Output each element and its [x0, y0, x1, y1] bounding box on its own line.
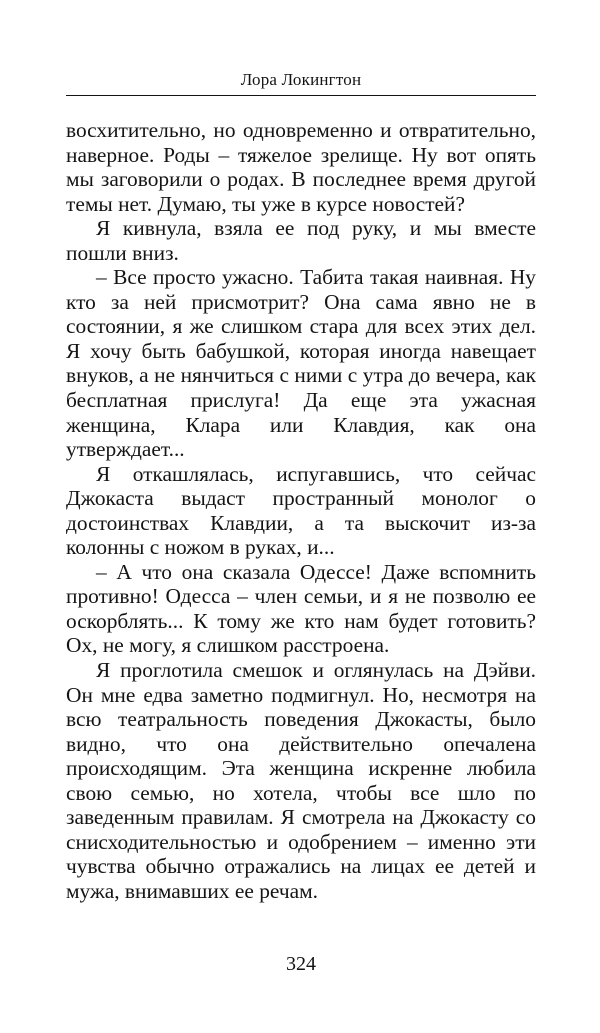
page-number: 324 [286, 953, 316, 975]
paragraph-5: – А что она сказала Одессе! Даже вспомнить противно! Одесса – член семьи, и я не позволю ее оскорблять... К тому же кто нам будет готовить? Ох, не могу, я слишком расстроена. [66, 559, 536, 658]
paragraph-6: Я проглотила смешок и оглянулась на Дэйви. Он мне едва заметно подмигнул. Но, несмотря на всю театральность поведения Джокасты, было видно, что она действительно опечалена происходящим. Эта женщина искренне любила свою семью, но хотела, чтобы все шло по заведенным правилам. Я смотрела на Джокасту со снисходительностью и одобрением – именно эти чувства обычно отражались на лицах ее детей и мужа, внимавших ее речам. [66, 658, 536, 903]
running-header: Лора Локингтон [240, 70, 362, 89]
text-block [66, 118, 536, 904]
paragraph-4: Я откашлялась, испугавшись, что сейчас Джокаста выдаст пространный монолог о достоинствах Клавдии, а та выскочит из-за колонны с ножом в руках, и... [66, 461, 536, 560]
paragraph-1: восхитительно, но одновременно и отвратительно, наверное. Роды – тяжелое зрелище. Ну вот опять мы заговорили о родах. В последнее время другой темы нет. Думаю, ты уже в курсе новостей? [66, 118, 536, 216]
paragraph-3: – Все просто ужасно. Табита такая наивная. Ну кто за ней присмотрит? Она сама явно не в состоянии, я же слишком стара для всех этих дел. Я хочу быть бабушкой, которая иногда навещает внуков, а не нянчиться с ними с утра до вечера, как бесплатная прислуга! Да еще эта ужасная женщина, Клара или Клавдия, как она утверждает... [66, 265, 536, 462]
paragraph-2: Я кивнула, взяла ее под руку, и мы вместе пошли вниз. [66, 216, 536, 265]
header-rule [66, 95, 536, 96]
